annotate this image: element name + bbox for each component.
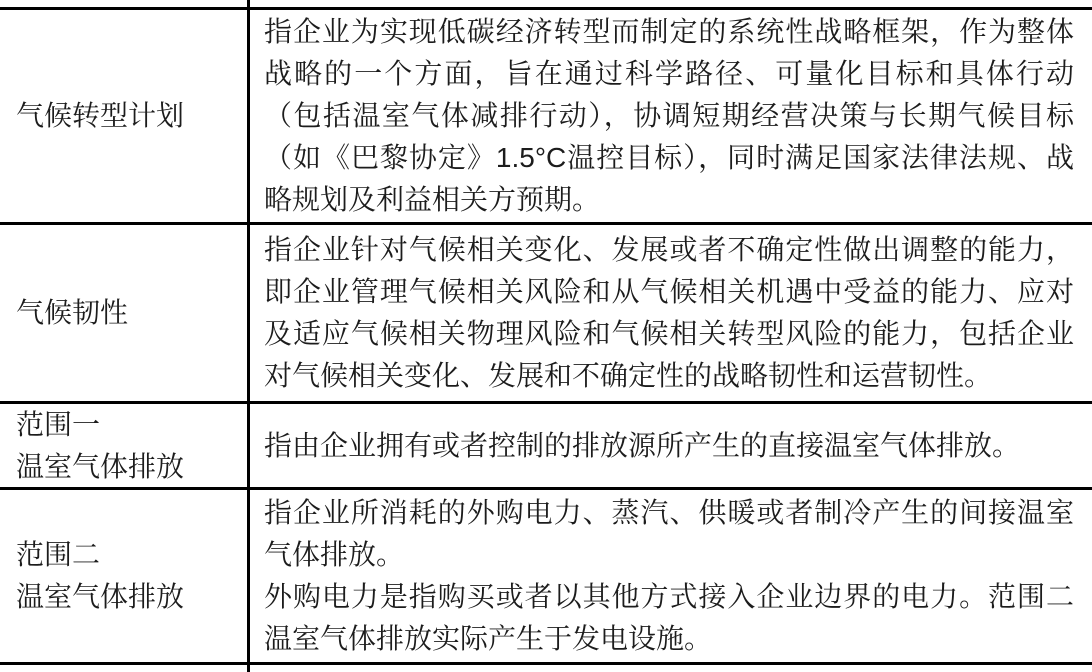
definition-paragraph: 指由企业拥有或者控制的排放源所产生的直接温室气体排放。 bbox=[264, 429, 1021, 461]
term-text: 气候韧性 bbox=[16, 297, 129, 328]
definition-cell bbox=[250, 490, 1092, 662]
term-text: 气候转型计划 bbox=[16, 100, 185, 131]
definition-paragraph: 指企业针对气候相关变化、发展或者不确定性做出调整的能力，即企业管理气候相关风险和从气候相关机遇中受益的能力、应对及适应气候相关物理风险和气候相关转型风险的能力，包括企业对气候相关变化、发展和不确定性的战略韧性和运营韧性。 bbox=[264, 234, 1074, 391]
term-cell bbox=[0, 0, 250, 7]
definition-cell bbox=[250, 665, 1092, 672]
term-cell bbox=[0, 10, 250, 222]
definition-cell bbox=[250, 225, 1092, 401]
term-cell bbox=[0, 490, 250, 662]
table-row bbox=[0, 7, 1092, 222]
definition-paragraph: 外购电力是指购买或者以其他方式接入企业边界的电力。范围二温室气体排放实际产生于发电设施。 bbox=[264, 581, 1074, 654]
table-row-partial-bottom bbox=[0, 662, 1092, 672]
term-cell bbox=[0, 665, 250, 672]
term-text: 温室气体排放 bbox=[16, 581, 185, 612]
definition-cell bbox=[250, 10, 1092, 222]
term-text: 范围一 bbox=[16, 408, 101, 440]
table-row bbox=[0, 222, 1092, 401]
definition-paragraph: 指企业所消耗的外购电力、蒸汽、供暖或者制冷产生的间接温室气体排放。 bbox=[264, 497, 1074, 570]
definition-cell bbox=[250, 0, 1092, 7]
table-row bbox=[0, 401, 1092, 487]
table-row bbox=[0, 487, 1092, 662]
term-text: 范围二 bbox=[16, 539, 101, 570]
definition-paragraph: 指企业为实现低碳经济转型而制定的系统性战略框架，作为整体战略的一个方面，旨在通过科学路径、可量化目标和具体行动（包括温室气体减排行动），协调短期经营决策与长期气候目标（如《巴黎协定》1.5°C温控目标），同时满足国家法律法规、战略规划及利益相关方预期。 bbox=[264, 16, 1074, 215]
term-cell bbox=[0, 225, 250, 401]
term-text: 温室气体排放 bbox=[16, 450, 185, 482]
table-row-partial-top bbox=[0, 0, 1092, 7]
term-cell bbox=[0, 404, 250, 487]
definition-cell bbox=[250, 404, 1092, 487]
